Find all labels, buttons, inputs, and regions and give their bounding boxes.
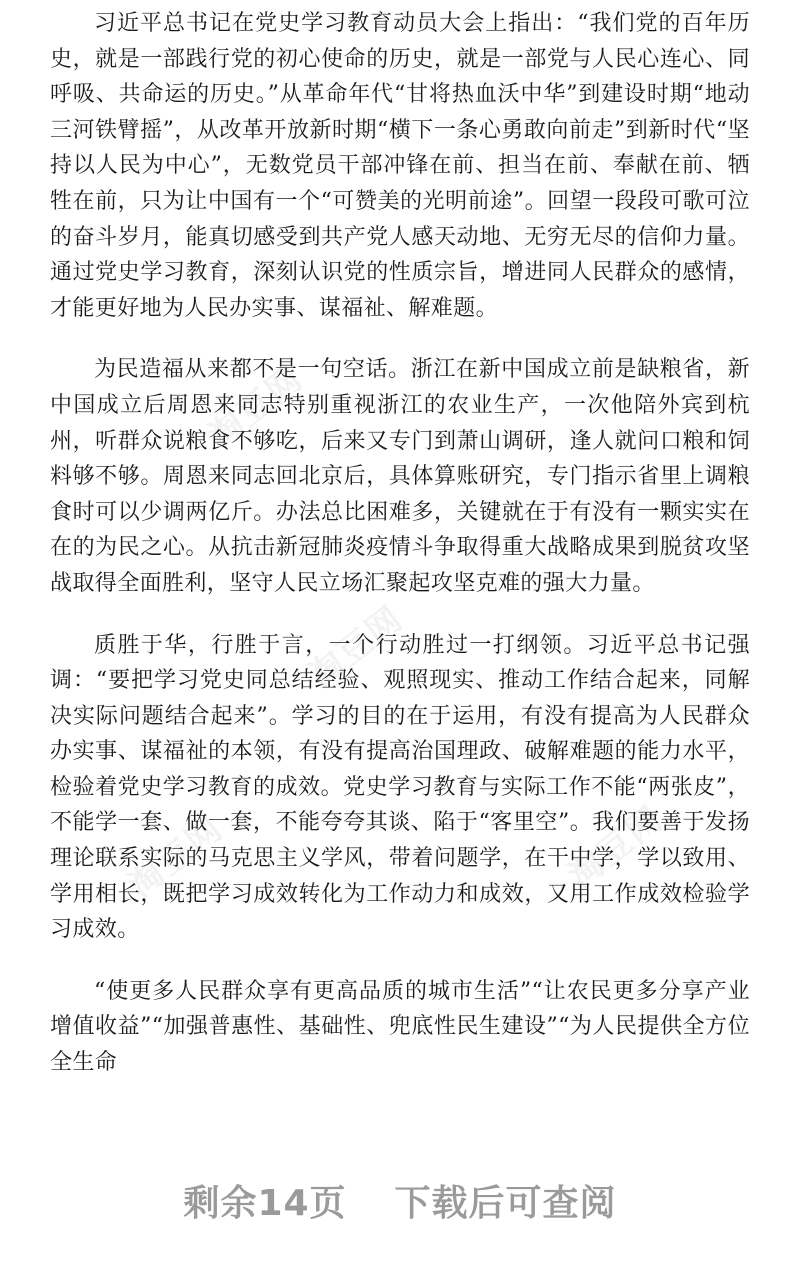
paragraph-3: 质胜于华，行胜于言，一个行动胜过一打纲领。习近平总书记强调：“要把学习党史同总结经验、观照现实、推动工作结合起来，同解决实际问题结合起来”。学习的目的在于运用，有没有提高为人民群众办实事、谋福祉的本领，有没有提高治国理政、破解难题的能力水平，检验着党史学习教育的成效。党史学习教育与实际工作不能“两张皮”，不能学一套、做一套，不能夸夸其谈、陷于“客里空”。我们要善于发扬理论联系实际的马克思主义学风，带着问题学，在干中学，学以致用、学用相长，既把学习成效转化为工作动力和成效，又用工作成效检验学习成效。: [50, 632, 750, 943]
download-banner[interactable]: [0, 1175, 800, 1226]
download-hint-label: 下载后可查阅: [394, 1183, 617, 1224]
paragraph-1: 习近平总书记在党史学习教育动员大会上指出：“我们党的百年历史，就是一部践行党的初心使命的历史，就是一部党与人民心连心、同呼吸、共命运的历史。”从革命年代“甘将热血沃中华”到建设时期“地动三河铁臂摇”，从改革开放新时期“横下一条心勇敢向前走”到新时代“坚持以人民为中心”，无数党员干部冲锋在前、担当在前、奉献在前、牺牲在前，只为让中国有一个“可赞美的光明前途”。回望一段段可歌可泣的奋斗岁月，能真切感受到共产党人感天动地、无穷无尽的信仰力量。通过党史学习教育，深刻认识党的性质宗旨，增进同人民群众的感情，才能更好地为人民办实事、谋福祉、解难题。: [50, 11, 750, 321]
watermark: 淘豆网: [201, 358, 312, 457]
paragraph-2: 为民造福从来都不是一句空话。浙江在新中国成立前是缺粮省，新中国成立后周恩来同志特别重视浙江的农业生产，一次他陪外宾到杭州，听群众说粮食不够吃，后来又专门到萧山调研，逢人就问口粮和饲料够不够。周恩来同志回北京后，具体算账研究，专门指示省里上调粮食时可以少调两亿斤。办法总比困难多，关键就在于有没有一颗实实在在的为民之心。从抗击新冠肺炎疫情斗争取得重大战略成果到脱贫攻坚战取得全面胜利，坚守人民立场汇聚起攻坚克难的强大力量。: [50, 357, 750, 596]
remaining-pages-label: 剩余14页: [183, 1183, 347, 1224]
watermark: 淘豆网: [301, 598, 412, 697]
paragraph-4: “使更多人民群众享有更高品质的城市生活”“让农民更多分享产业增值收益”“加强普惠性、基础性、兜底性民生建设”“为人民提供全方位全生命: [50, 978, 750, 1076]
document-body: [50, 6, 750, 1107]
watermark: 淘豆网: [561, 798, 672, 897]
watermark: 淘豆网: [121, 808, 232, 907]
